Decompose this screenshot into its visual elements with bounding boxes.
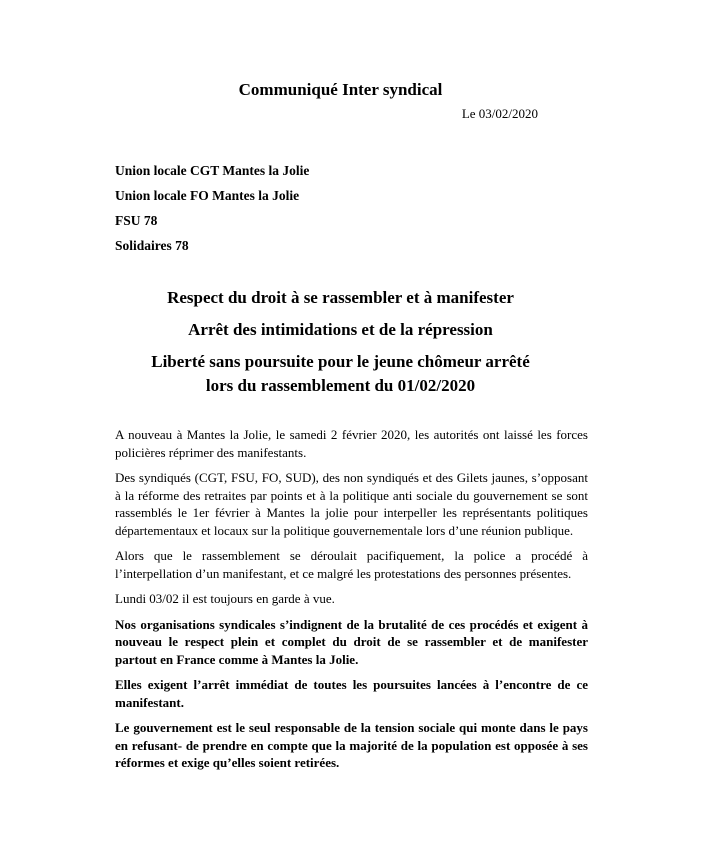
signatory-line-solidaires: Solidaires 78	[115, 238, 189, 253]
body-paragraph-6: Elles exigent l’arrêt immédiat de toutes les poursuites lancées à l’encontre de ce manifestant.	[115, 677, 588, 710]
headline-line-3: Liberté sans poursuite pour le jeune chômeur arrêté	[151, 352, 530, 371]
headline-line-4: lors du rassemblement du 01/02/2020	[205, 376, 476, 395]
body-paragraph-7: Le gouvernement est le seul responsable de la tension sociale qui monte dans le pays en refusant- de prendre en compte que la majorité de la population est opposée à ses réformes et exige qu’elles soient retirées.	[115, 720, 588, 770]
body-paragraph-5: Nos organisations syndicales s’indignent de la brutalité de ces procédés et exigent à nouveau le respect plein et complet du droit de se rassembler et de manifester partout en France comme à Mantes la Jolie.	[115, 616, 588, 667]
dateline: Le 03/02/2020	[461, 106, 538, 121]
headline-block	[115, 286, 588, 398]
document-title: Communiqué Inter syndical	[238, 80, 443, 99]
body-paragraph-2: Des syndiqués (CGT, FSU, FO, SUD), des non syndiqués et des Gilets jaunes, s’opposant à la réforme des retraites par points et à la politique anti sociale du gouvernement se sont rassemblés le 1er février à Mantes la jolie pour interpeller les représentants politiques départementaux et locaux sur la politique gouvernementale lors d’une réunion publique.	[115, 470, 588, 538]
body-paragraph-3: Alors que le rassemblement se déroulait pacifiquement, la police a procédé à l’interpellation d’un manifestant, et ce malgré les protestations des personnes présentes.	[115, 548, 588, 581]
headline-line-1: Respect du droit à se rassembler et à manifester	[167, 288, 514, 307]
body-paragraph-4: Lundi 03/02 il est toujours en garde à vue.	[115, 591, 335, 606]
signatory-line-fsu: FSU 78	[115, 213, 158, 228]
body-text	[115, 426, 588, 772]
body-paragraph-1: A nouveau à Mantes la Jolie, le samedi 2 février 2020, les autorités ont laissé les forces policières réprimer des manifestants.	[115, 427, 588, 460]
signatory-line-fo: Union locale FO Mantes la Jolie	[115, 188, 300, 203]
signatory-list	[115, 158, 588, 258]
signatory-line-cgt: Union locale CGT Mantes la Jolie	[115, 163, 310, 178]
headline-line-2: Arrêt des intimidations et de la répression	[188, 320, 493, 339]
